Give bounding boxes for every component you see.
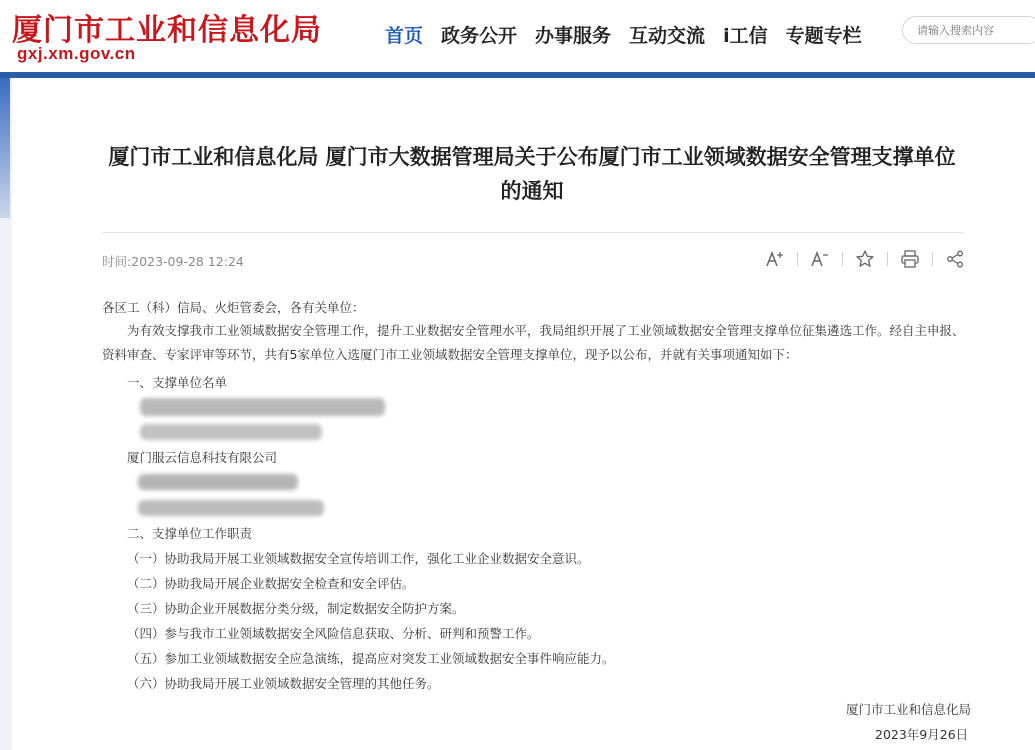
article-tools xyxy=(764,248,966,270)
nav-item-government-affairs[interactable]: 政务公开 xyxy=(441,25,518,47)
side-banner-strip xyxy=(0,78,10,218)
duty-item: （六）协助我局开展工业领域数据安全管理的其他任务。 xyxy=(127,676,440,691)
nav-item-i-gongxin[interactable]: i工信 xyxy=(723,25,768,47)
search-box xyxy=(902,16,1035,44)
tool-separator xyxy=(842,252,843,266)
signature-org: 厦门市工业和信息化局 xyxy=(846,702,972,717)
article-container xyxy=(12,78,1035,750)
tool-separator xyxy=(932,252,933,266)
favorite-star-icon[interactable] xyxy=(854,248,876,270)
tool-separator xyxy=(887,252,888,266)
site-header xyxy=(0,0,1035,72)
redacted-unit-1 xyxy=(140,398,385,416)
intro-paragraph: 为有效支撑我市工业领域数据安全管理工作，提升工业数据安全管理水平，我局组织开展了工业领域数据安全管理支撑单位征集遴选工作。经自主申报、资料审查、专家评审等环节，共有5家单位入选厦门市工业领域数据安全管理支撑单位，现予以公布，并就有关事项通知如下： xyxy=(102,323,965,362)
duty-item: （一）协助我局开展工业领域数据安全宣传培训工作，强化工业企业数据安全意识。 xyxy=(127,551,590,566)
title-divider xyxy=(102,232,964,233)
redacted-unit-3 xyxy=(138,474,298,490)
section-1-title: 一、支撑单位名单 xyxy=(127,375,228,390)
main-nav xyxy=(385,21,880,48)
nav-item-home[interactable]: 首页 xyxy=(385,25,424,47)
publish-time: 时间:2023-09-28 12:24 xyxy=(102,254,244,269)
redacted-unit-2 xyxy=(140,424,322,440)
share-icon[interactable] xyxy=(944,248,966,270)
nav-item-services[interactable]: 办事服务 xyxy=(535,25,612,47)
duty-item: （三）协助企业开展数据分类分级，制定数据安全防护方案。 xyxy=(127,601,465,616)
print-icon[interactable] xyxy=(899,248,921,270)
nav-item-special-topics[interactable]: 专题专栏 xyxy=(785,25,862,47)
font-decrease-icon[interactable] xyxy=(809,248,831,270)
site-logo-title[interactable]: 厦门市工业和信息化局 xyxy=(12,13,322,48)
signature-date: 2023年9月26日 xyxy=(875,727,969,742)
salutation: 各区工（科）信局、火炬管委会，各有关单位： xyxy=(102,300,365,315)
duty-item: （五）参加工业领域数据安全应急演练，提高应对突发工业领域数据安全事件响应能力。 xyxy=(127,651,615,666)
search-input[interactable] xyxy=(917,17,1027,43)
site-logo-domain[interactable]: gxj.xm.gov.cn xyxy=(17,44,136,63)
section-2-title: 二、支撑单位工作职责 xyxy=(127,526,253,541)
duty-item: （二）协助我局开展企业数据安全检查和安全评估。 xyxy=(127,576,415,591)
redacted-unit-4 xyxy=(138,500,324,516)
nav-item-interaction[interactable]: 互动交流 xyxy=(629,25,706,47)
tool-separator xyxy=(797,252,798,266)
unit-name-visible: 厦门服云信息科技有限公司 xyxy=(127,450,278,465)
font-increase-icon[interactable] xyxy=(764,248,786,270)
article-title: 厦门市工业和信息化局 厦门市大数据管理局关于公布厦门市工业领域数据安全管理支撑单位的通知 xyxy=(108,145,956,203)
duty-item: （四）参与我市工业领域数据安全风险信息获取、分析、研判和预警工作。 xyxy=(127,626,540,641)
